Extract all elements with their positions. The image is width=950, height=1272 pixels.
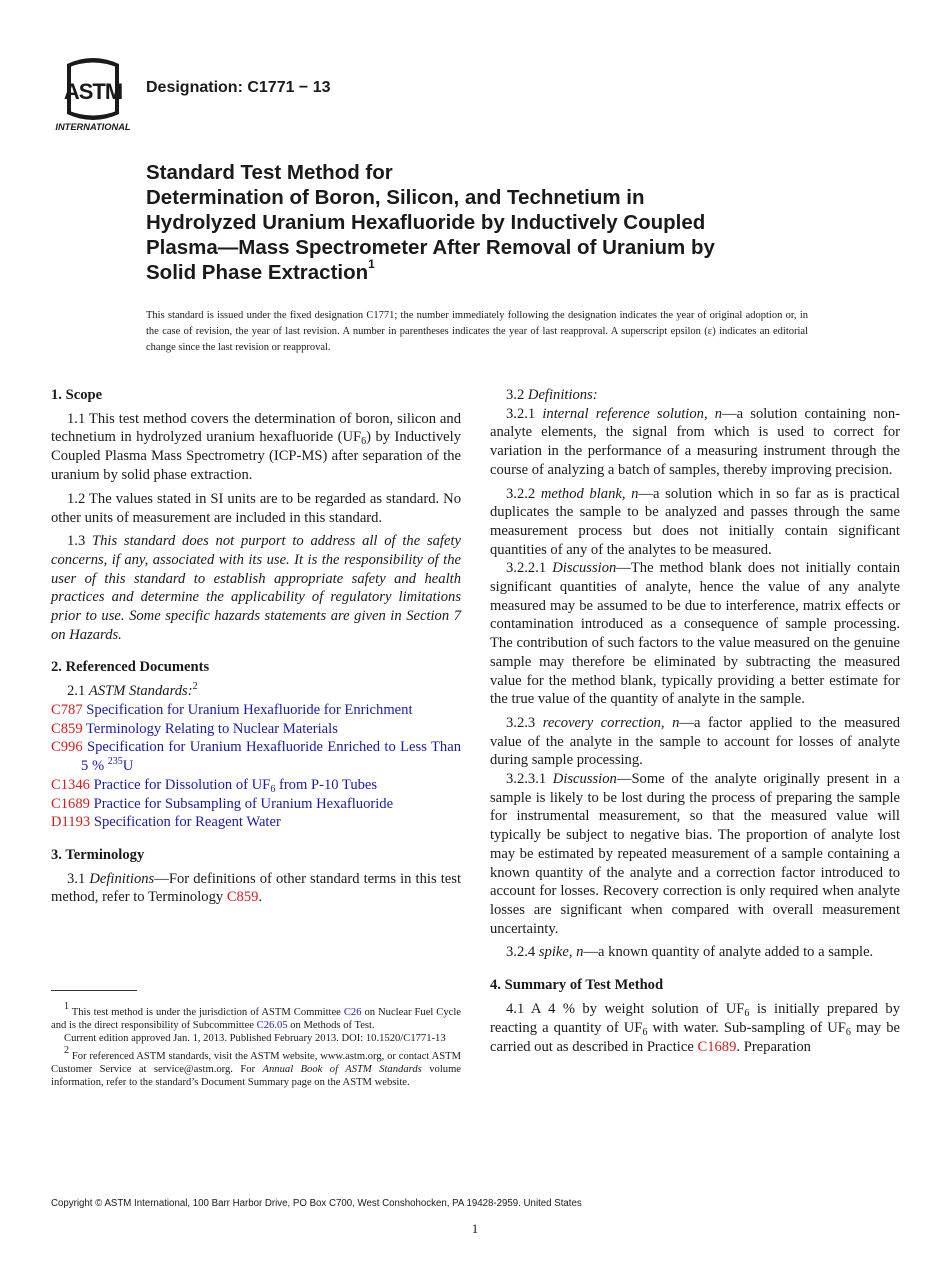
title-line: Solid Phase Extraction$^1$ — [146, 257, 375, 284]
footnote-2: $^2$ For referenced ASTM standards, visit the ASTM website, www.astm.org, or contact ASTM Customer Service at service@astm.org. For Annual Book of ASTM Standards volume information, refer to the standard’s Document Summary page on the ASTM website. — [51, 1044, 462, 1089]
footnote-1: $^1$ This test method is under the jurisdiction of ASTM Committee C26 on Nuclear Fuel Cycle and is the direct responsibility of Subcommittee C26.05 on Methods of Test. — [51, 1001, 462, 1032]
paragraph-1-2: 1.2 The values stated in SI units are to be regarded as standard. No other units of measurement are included in this standard. — [51, 490, 461, 526]
paragraph-3-2: 3.2 Definitions: — [506, 387, 598, 403]
paragraph-3-2-1: 3.2.1 internal reference solution, n—a solution containing non-analyte elements, the signal from which is used to correct for variation in the performance of a measuring instrument through the course of analyzing a batch of samples, thereby improving precision. — [490, 405, 900, 478]
paragraph-3-2-2: 3.2.2 method blank, n—a solution which in so far as is practical duplicates the sample to be analyzed and passes through the same measurement process but does not initially contain significant quantities of any of the analytes to be measured. — [490, 485, 900, 558]
document-title — [146, 160, 846, 285]
reference-item[interactable]: D1193 Specification for Reagent Water — [51, 814, 281, 831]
paragraph-1-3: 1.3 This standard does not purport to address all of the safety concerns, if any, associated with its use. It is the responsibility of the user of this standard to establish appropriate safety and health practices and determine the applicability of regulatory limitations prior to use. Some specific hazards statements are given in Section 7 on Hazards. — [51, 533, 461, 643]
section-heading-referenced: 2. Referenced Documents — [51, 659, 210, 676]
footnote-mark: 1 — [368, 257, 375, 271]
reference-item[interactable]: C996 Specification for Uranium Hexafluoride Enriched to Less Than 5 % $^{235}$U — [51, 739, 461, 774]
paragraph-3-1: 3.1 Definitions—For definitions of other standard terms in this test method, refer to Terminology C859. — [51, 870, 462, 906]
reference-item[interactable]: C787 Specification for Uranium Hexafluoride for Enrichment — [51, 701, 413, 718]
paragraph-3-2-4: 3.2.4 spike, n—a known quantity of analyte added to a sample. — [506, 944, 874, 961]
astm-logo — [50, 58, 136, 134]
section-heading-scope: 1. Scope — [51, 387, 103, 403]
reference-item[interactable]: C859 Terminology Relating to Nuclear Materials — [51, 720, 338, 737]
svg-text:ASTM: ASTM — [63, 79, 123, 104]
reference-item[interactable]: C1689 Practice for Subsampling of Uranium Hexafluoride — [51, 795, 394, 812]
left-column — [51, 386, 461, 907]
edition-note: Current edition approved Jan. 1, 2013. Published February 2013. DOI: 10.1520/C1771-13 — [64, 1033, 446, 1045]
paragraph-2-1: 2.1 ASTM Standards:$^2$ — [67, 681, 198, 700]
title-line: Determination of Boron, Silicon, and Technetium in — [146, 186, 645, 209]
section-heading-terminology: 3. Terminology — [51, 847, 145, 864]
logo-text: INTERNATIONAL — [55, 122, 131, 132]
reference-link[interactable]: C1689 — [697, 1038, 737, 1055]
footnotes — [51, 1002, 461, 1089]
paragraph-3-2-3-1: 3.2.3.1 Discussion—Some of the analyte originally present in a sample is likely to be lost during the process of preparing the sample for instrumental measurement, so that the measured value will typically be subject to negative bias. The proportion of analyte lost may be estimated by repeated measurement of a sample containing a known quantity of the analyte and a correction factor introduced to account for losses. Recovery correction is only required when analyte losses are significant when compared with overall measurement uncertainty. — [490, 771, 900, 937]
subcommittee-link[interactable]: C26.05 — [256, 1020, 288, 1032]
page-number: 1 — [471, 1221, 479, 1236]
reference-link[interactable]: C859 — [226, 889, 259, 906]
paragraph-1-1: 1.1 This test method covers the determination of boron, silicon and technetium in hydrolyzed uranium hexafluoride $(UF_6)$ by Inductively Coupled Plasma Mass Spectrometry (ICP-MS) after separation of the uranium by solid phase extraction. — [51, 410, 461, 484]
issuance-note: This standard is issued under the fixed designation C1771; the number immediately following the designation indicates the year of original adoption or, in the case of revision, the year of last revision. A number in parentheses indicates the year of last reapproval. A superscript epsilon (ε) indicates an editorial change since the last revision or reapproval. — [146, 310, 808, 353]
committee-link[interactable]: C26 — [343, 1007, 362, 1018]
copyright-notice: Copyright © ASTM International, 100 Barr Harbor Drive, PO Box C700, West Conshohocken, PA 19428-2959. United States — [51, 1198, 582, 1209]
title-line: Standard Test Method for — [146, 161, 393, 184]
paragraph-3-2-3: 3.2.3 recovery correction, n—a factor applied to the measured value of the analyte in the sample to account for losses of analyte during sample processing. — [490, 714, 900, 769]
paragraph-4-1: 4.1 A 4 % by weight solution of $UF_6$ is initially prepared by reacting a quantity of $UF_6$ with water. Sub-sampling of $UF_6$ may be carried out as described in Practice C1689. Preparation — [490, 1000, 900, 1055]
right-column — [490, 386, 900, 1057]
section-heading-summary: 4. Summary of Test Method — [490, 977, 664, 994]
designation: Designation: C1771 − 13 — [146, 79, 331, 96]
footnote-divider — [51, 990, 137, 991]
paragraph-3-2-2-1: 3.2.2.1 Discussion—The method blank does not initially contain significant quantities of analyte, hence the value of any analyte measured may be assumed to be due to interference, matrix effects or contamination introduced as a consequence of sample processing. The contribution of such factors to the value measured on the genuine sample may therefore be eliminated by subtracting the measured value for the method blank, typically providing a better estimate for the true value of the quantity of analyte in the sample. — [490, 560, 901, 708]
title-line: Plasma—Mass Spectrometer After Removal of Uranium by — [146, 236, 715, 259]
title-line: Hydrolyzed Uranium Hexafluoride by Inductively Coupled — [146, 211, 706, 234]
reference-item[interactable]: C1346 Practice for Dissolution of $UF_6$ from P-10 Tubes — [51, 776, 378, 795]
